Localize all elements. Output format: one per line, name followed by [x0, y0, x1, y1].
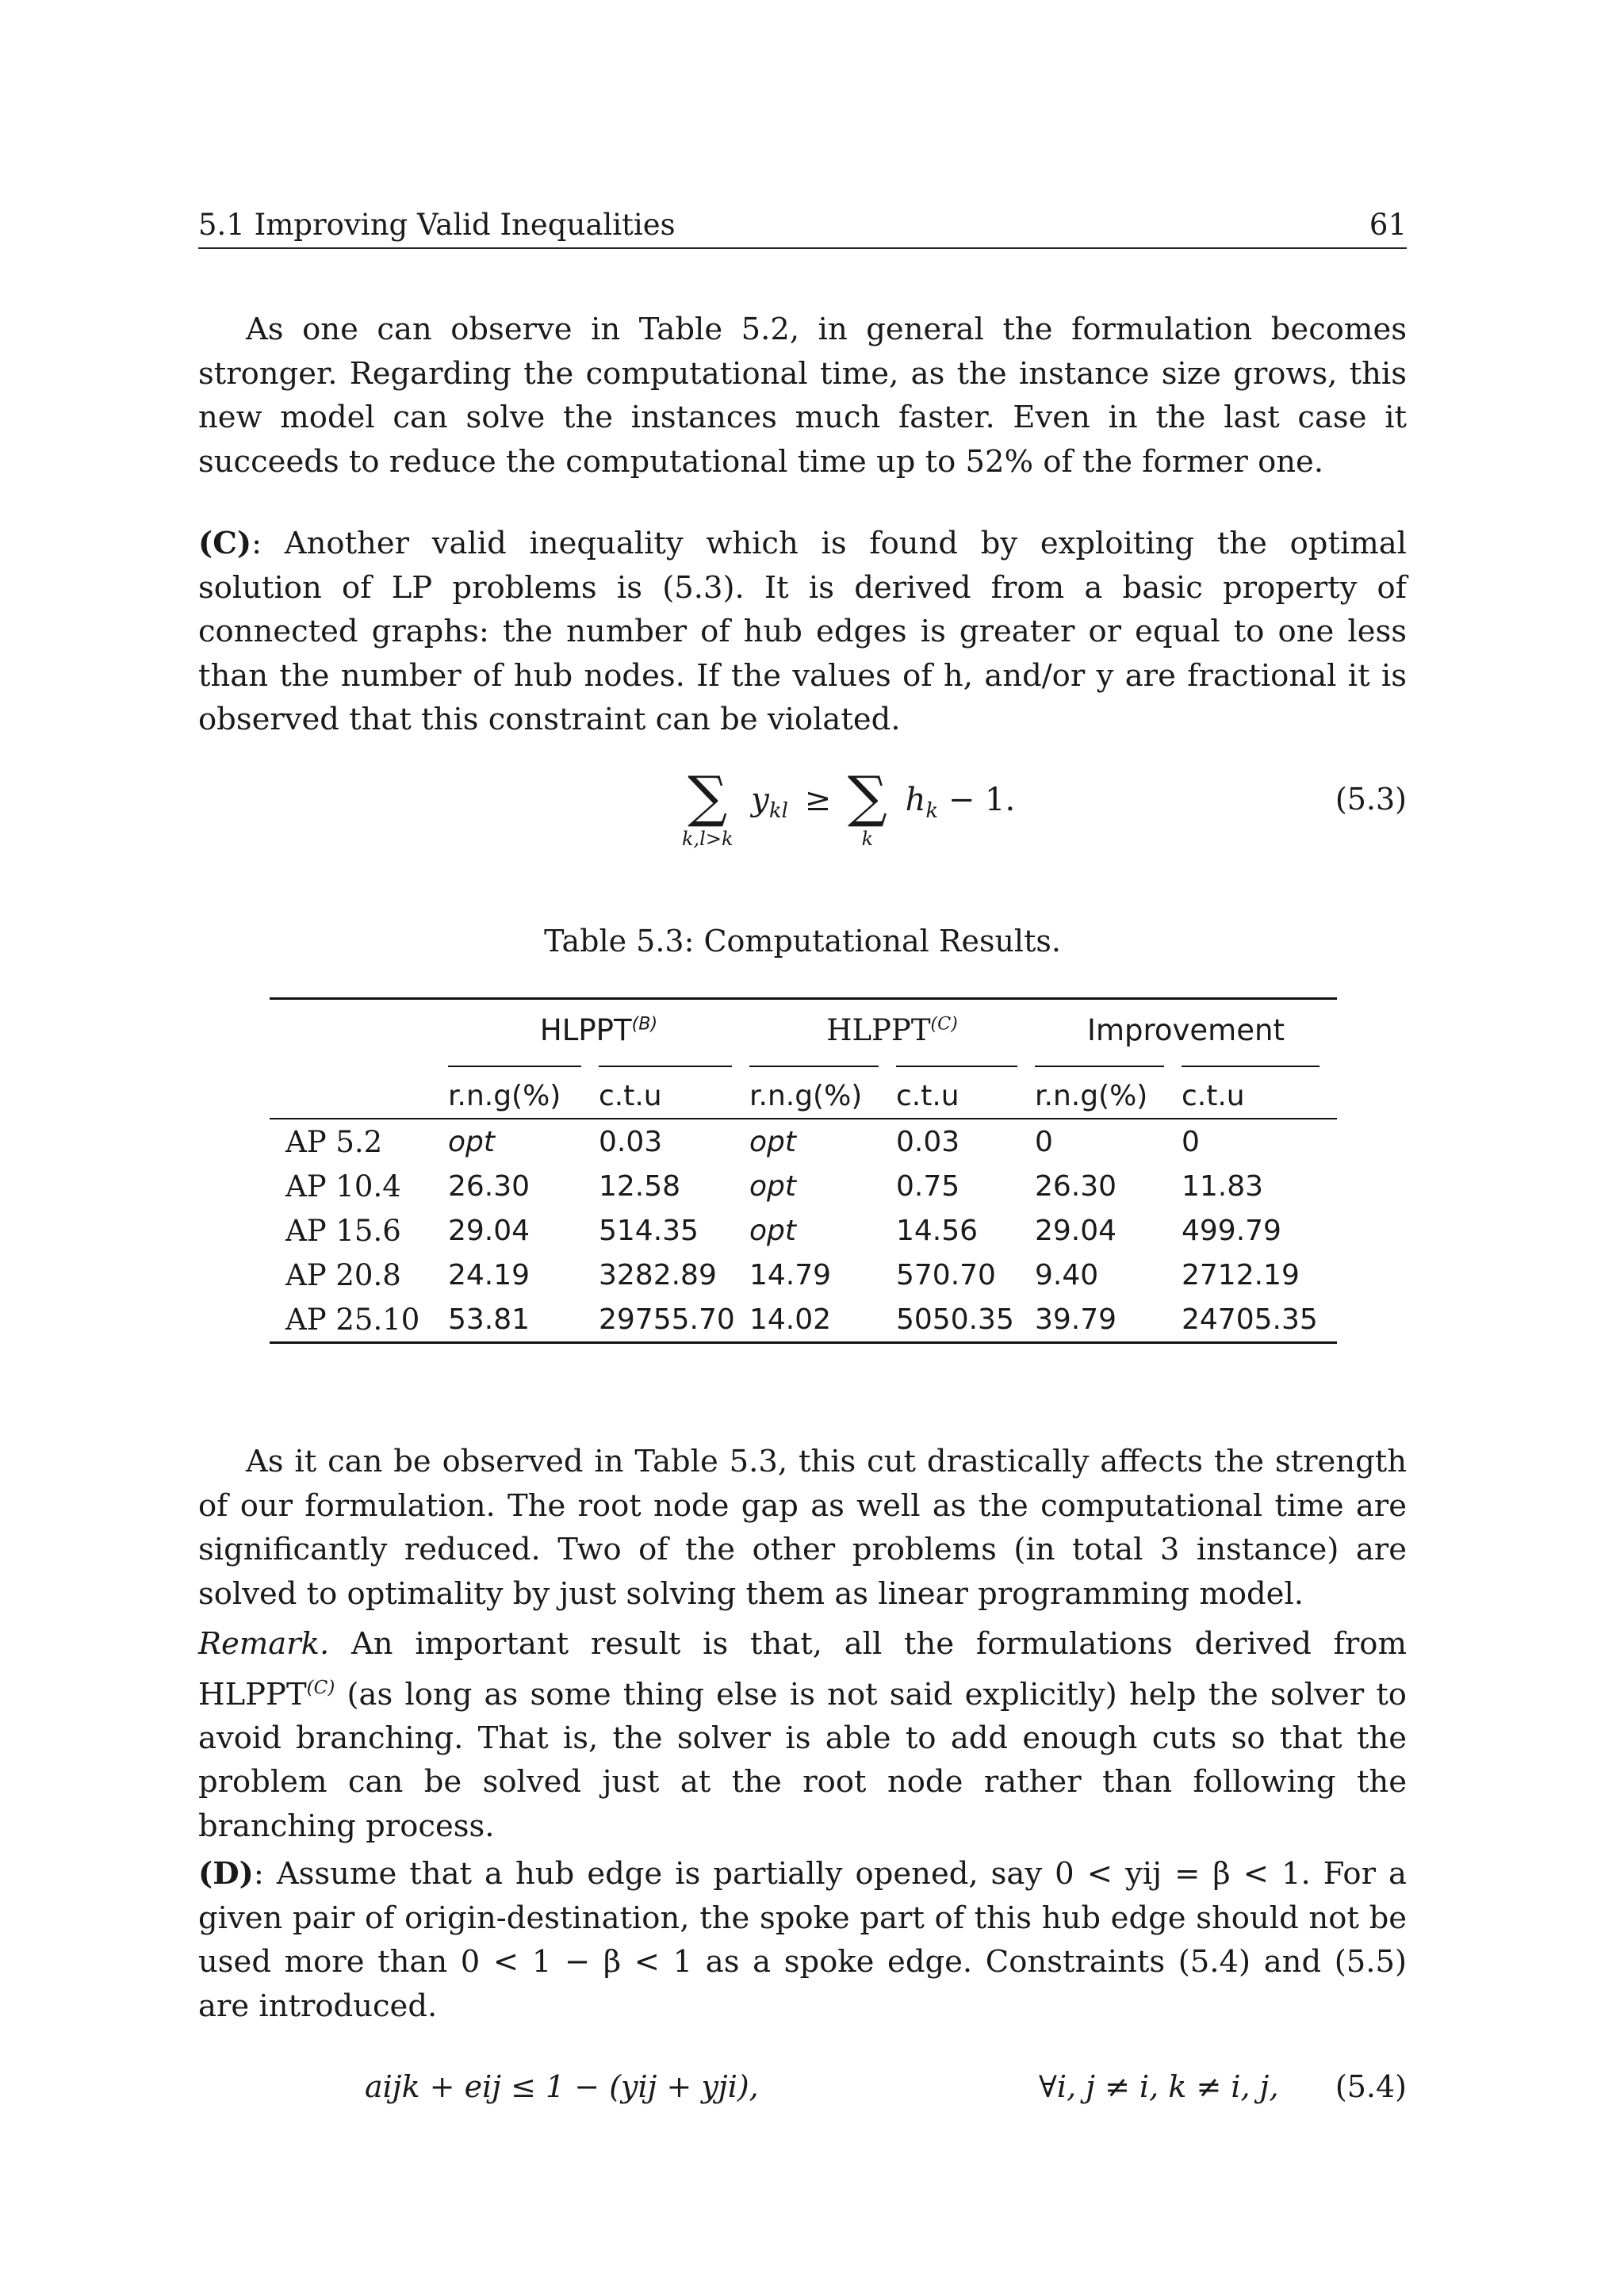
paragraph-3-text: As it can be observed in Table 5.3, this cut drastically affects the strength of our formulation. The root node gap as well as the computational time are significantly reduced. Two of the other problems (in total 3 instance) are solved to optimality by just solving them as linear programming model. — [198, 1444, 1407, 1612]
paragraph-1 — [198, 308, 1407, 484]
paragraph-d — [198, 1852, 1407, 2028]
eq-lhs-var: y — [751, 782, 769, 818]
table-row: AP 20.8 24.19 3282.89 14.79 570.70 9.40 2712.19 — [285, 1257, 1300, 1292]
paragraph-d-text: : Assume that a hub edge is partially opened, say 0 < yij = β < 1. For a given pair of origin-destination, the spoke part of this hub edge should not be used more than 0 < 1 − β < 1 as a spoke edge. Constraints (5.4) and (5.5) are introduced. — [198, 1856, 1407, 2024]
eq-rhs-tail: − 1. — [948, 782, 1016, 818]
paragraph-c-text: : Another valid inequality which is found by exploiting the optimal solution of LP problems is (5.3). It is derived from a basic property of connected graphs: the number of hub edges is greater or equal to one less than the number of hub nodes. If the values of h, and/or y are fractional it is observed that this constraint can be violated. — [198, 526, 1407, 737]
group-header-b: $HLPPT^{(B)}$ — [448, 999, 749, 1061]
label-c: (C) — [198, 526, 252, 561]
subheader: c.t.u — [1182, 1060, 1337, 1119]
section-title: 5.1 Improving Valid Inequalities — [198, 208, 676, 242]
eq54-number: (5.4) — [1335, 2069, 1407, 2104]
paragraph-1-text: As one can observe in Table 5.2, in general the formulation becomes stronger. Regarding the computational time, as the instance size grows, this new model can solve the instances much faster. Even in the last case it succeeds to reduce the computational time up to 52% of the former one. — [198, 312, 1407, 480]
page-number: 61 — [1369, 208, 1407, 242]
sum-lhs: ∑ k,l>k — [682, 764, 733, 850]
table-row: AP 15.6 29.04 514.35 opt 14.56 29.04 499.79 — [285, 1213, 1281, 1248]
remark-text-after: (as long as some thing else is not said explicitly) help the solver to avoid branching. That is, the solver is able to add enough cuts so that the problem can be solved just at the root node rather than following the branching process. — [198, 1676, 1407, 1844]
subheader: r.n.g(%) — [448, 1060, 599, 1119]
table-row: AP 25.10 53.81 29755.70 14.02 5050.35 39.79 24705.35 — [270, 1297, 1337, 1343]
sum-lhs-index: k,l>k — [682, 828, 733, 850]
sum-rhs: ∑ k — [847, 764, 887, 850]
group-header-improvement: Improvement — [1035, 999, 1337, 1061]
eq54-lhs: aijk + eij ≤ 1 − (yij + yji), — [365, 2069, 759, 2104]
results-table — [270, 997, 1337, 1344]
running-head — [198, 208, 1407, 249]
equation-number: (5.3) — [1335, 782, 1407, 817]
subheader: r.n.g(%) — [1035, 1060, 1182, 1119]
eq-rhs-var: h — [905, 782, 926, 818]
page — [198, 0, 1407, 2296]
subheader: c.t.u — [896, 1060, 1035, 1119]
remark — [198, 1622, 1407, 1848]
remark-text-before: An important result is that, all the formulations derived from HLPPT — [198, 1626, 1407, 1712]
table-row: AP 5.2 opt 0.03 opt 0.03 0 0 — [270, 1119, 1337, 1164]
group-header-c: $HLPPT^{(C)}$ — [749, 999, 1035, 1061]
eq54-condition: ∀i, j ≠ i, k ≠ i, j, — [1039, 2069, 1279, 2104]
sum-rhs-index: k — [861, 828, 874, 850]
table-row: AP 10.4 26.30 12.58 opt 0.75 26.30 11.83 — [285, 1169, 1264, 1203]
paragraph-c — [198, 522, 1407, 742]
subheader: c.t.u — [599, 1060, 749, 1119]
remark-label: Remark. — [198, 1626, 330, 1662]
table-caption: Table 5.3: Computational Results. — [544, 924, 1061, 959]
eq-relation: ≥ — [804, 782, 832, 818]
table-corner — [270, 999, 448, 1061]
remark-sup: (C) — [306, 1677, 335, 1698]
paragraph-3 — [198, 1440, 1407, 1616]
eq-lhs-sub: kl — [768, 799, 788, 823]
label-d: (D) — [198, 1856, 254, 1892]
eq-rhs-sub: k — [925, 799, 939, 823]
subheader: r.n.g(%) — [749, 1060, 896, 1119]
